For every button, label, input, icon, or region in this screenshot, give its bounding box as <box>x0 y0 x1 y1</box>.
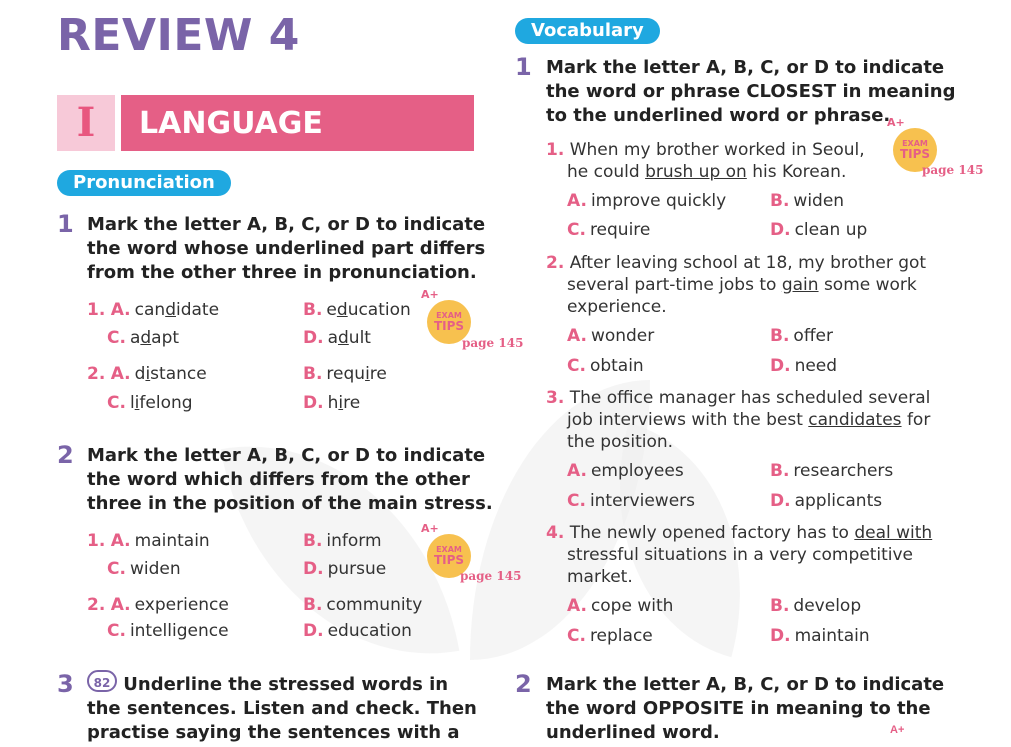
exam-tips-badge[interactable]: A+ EXAM TIPS <box>427 534 471 578</box>
option-d[interactable]: D. clean up <box>770 220 868 240</box>
option-b[interactable]: B. community <box>303 595 423 615</box>
option-d[interactable]: D. applicants <box>770 491 883 511</box>
question-text: Mark the letter A, B, C, or D to indicate the word OPPOSITE in meaning to the underlined word. <box>546 674 945 743</box>
question-stem: 2. After leaving school at 18, my brother got several part-time jobs to gain some work experience. <box>546 253 927 317</box>
option-c[interactable]: C. replace <box>567 626 653 646</box>
exam-tips-badge[interactable]: A+ EXAM TIPS <box>893 128 937 172</box>
page-reference[interactable]: page 145 <box>922 163 984 177</box>
option-b[interactable]: B. researchers <box>770 461 894 481</box>
page-reference[interactable]: page 145 <box>460 569 522 583</box>
page-title: REVIEW 4 <box>57 10 300 61</box>
section-title: LANGUAGE <box>121 95 474 151</box>
question-number: 2 <box>515 670 532 698</box>
option-a[interactable]: 2. A. distance <box>87 364 207 384</box>
option-b[interactable]: B. inform <box>303 531 382 551</box>
question-text: Mark the letter A, B, C, or D to indicate the word or phrase CLOSEST in meaning to the underlined word or phrase. <box>546 57 956 126</box>
question-text: 82 Underline the stressed words in the sentences. Listen and check. Then practise saying the sentences with a <box>87 673 507 745</box>
vocabulary-label: Vocabulary <box>515 18 660 44</box>
option-d[interactable]: D. maintain <box>770 626 870 646</box>
question-stem: 1. When my brother worked in Seoul, he could brush up on his Korean. <box>546 140 865 182</box>
option-a[interactable]: 2. A. experience <box>87 595 229 615</box>
option-a[interactable]: A. wonder <box>567 326 655 346</box>
option-d[interactable]: D. hire <box>303 393 361 413</box>
option-b[interactable]: B. widen <box>770 191 845 211</box>
option-c[interactable]: C. obtain <box>567 356 644 376</box>
option-a[interactable]: 1. A. candidate <box>87 300 220 320</box>
question-number: 1 <box>515 53 532 81</box>
option-c[interactable]: C. lifelong <box>107 393 193 413</box>
question-text: Mark the letter A, B, C, or D to indicate the word whose underlined part differs from the other three in pronunciation. <box>87 214 486 283</box>
option-a[interactable]: A. improve quickly <box>567 191 727 211</box>
section-number: I <box>57 95 115 151</box>
question-text: Mark the letter A, B, C, or D to indicate the word which differs from the other three in the position of the main stress. <box>87 445 493 514</box>
audio-track-icon[interactable]: 82 <box>87 670 117 692</box>
option-b[interactable]: B. require <box>303 364 387 384</box>
option-c[interactable]: C. require <box>567 220 651 240</box>
option-a[interactable]: 1. A. maintain <box>87 531 210 551</box>
question-stem: 4. The newly opened factory has to deal with stressful situations in a very competitive market. <box>546 523 933 587</box>
exam-tips-badge[interactable]: A+ EXAM TIPS <box>427 300 471 344</box>
option-a[interactable]: A. employees <box>567 461 684 481</box>
option-c[interactable]: C. interviewers <box>567 491 696 511</box>
question-number: 3 <box>57 670 74 698</box>
option-d[interactable]: D. adult <box>303 328 371 348</box>
pronunciation-label: Pronunciation <box>57 170 231 196</box>
option-c[interactable]: C. widen <box>107 559 181 579</box>
option-d[interactable]: D. need <box>770 356 838 376</box>
question-stem: 3. The office manager has scheduled several job interviews with the best candidates for the position. <box>546 388 931 452</box>
option-b[interactable]: B. offer <box>770 326 833 346</box>
option-d[interactable]: D. education <box>303 621 412 641</box>
page-reference[interactable]: page 145 <box>462 336 524 350</box>
option-b[interactable]: B. education <box>303 300 411 320</box>
option-b[interactable]: B. develop <box>770 596 862 616</box>
option-a[interactable]: A. cope with <box>567 596 674 616</box>
option-c[interactable]: C. adapt <box>107 328 180 348</box>
option-d[interactable]: D. pursue <box>303 559 387 579</box>
question-number: 1 <box>57 210 74 238</box>
exam-tips-badge-partial[interactable]: A+ <box>890 724 905 736</box>
question-number: 2 <box>57 441 74 469</box>
option-c[interactable]: C. intelligence <box>107 621 229 641</box>
